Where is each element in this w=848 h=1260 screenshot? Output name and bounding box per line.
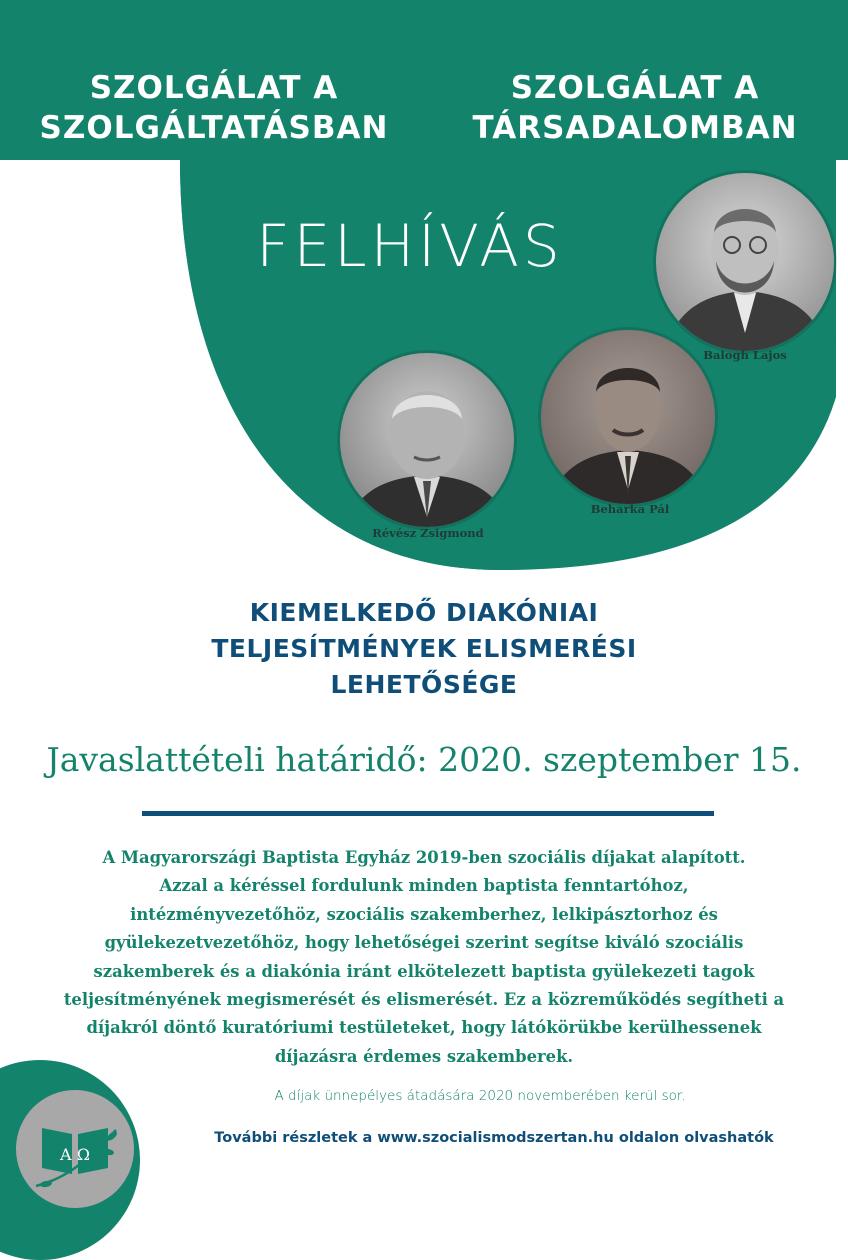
caption-balogh-lajos: Balogh Lajos <box>703 348 787 362</box>
caption-beharka-pal: Beharka Pál <box>590 502 670 516</box>
portrait-revesz-zsigmond <box>340 353 514 527</box>
portrait-beharka-pal <box>541 330 715 504</box>
open-book-olive-branch-icon <box>16 1090 134 1208</box>
portrait-balogh-lajos <box>656 173 834 351</box>
portrait-photo-icon <box>541 330 715 504</box>
footer-text: További részletek a www.szocialismodszertan.hu oldalon olvashatók <box>214 1130 774 1146</box>
divider <box>142 811 714 816</box>
slogan-left-text: SZOLGÁLAT A SZOLGÁLTATÁSBAN <box>39 70 389 146</box>
deadline-text: Javaslattételi határidő: 2020. szeptember 15. <box>46 740 802 779</box>
logo-text: A Ω <box>60 1145 90 1164</box>
section-heading: KIEMELKEDŐ DIAKÓNIAI TELJESÍTMÉNYEK ELISMERÉSI LEHETŐSÉGE <box>211 598 637 699</box>
body-paragraph: A Magyarországi Baptista Egyház 2019-ben szociális díjakat alapított. Azzal a kéréssel fordulunk minden baptista fenntartóhoz, intézményvezetőhöz, szociális szakemberhez, lelkipásztorhoz és gyülekezetvezetőhöz, hogy lehetőségei szerint segítse kiváló szociális szakemberek és a diakónia iránt elkötelezett baptista gyülekezeti tagok teljesítményének megismerését és elismerését. Ez a közreműködés segítheti a díjakról döntő kuratóriumi testületeket, hogy látókörükbe kerülhessenek díjazásra érdemes szakemberek. <box>63 848 785 1066</box>
ceremony-note: A díjak ünnepélyes átadására 2020 novemberében kerül sor. <box>274 1088 686 1104</box>
page-title: FELHÍVÁS <box>256 212 564 280</box>
caption-revesz-zsigmond: Révész Zsigmond <box>372 526 484 540</box>
portrait-photo-icon <box>656 173 834 351</box>
slogan-left <box>14 68 414 148</box>
slogan-right <box>430 68 840 148</box>
slogan-right-text: SZOLGÁLAT A TÁRSADALOMBAN <box>472 70 798 146</box>
portrait-photo-icon <box>340 353 514 527</box>
